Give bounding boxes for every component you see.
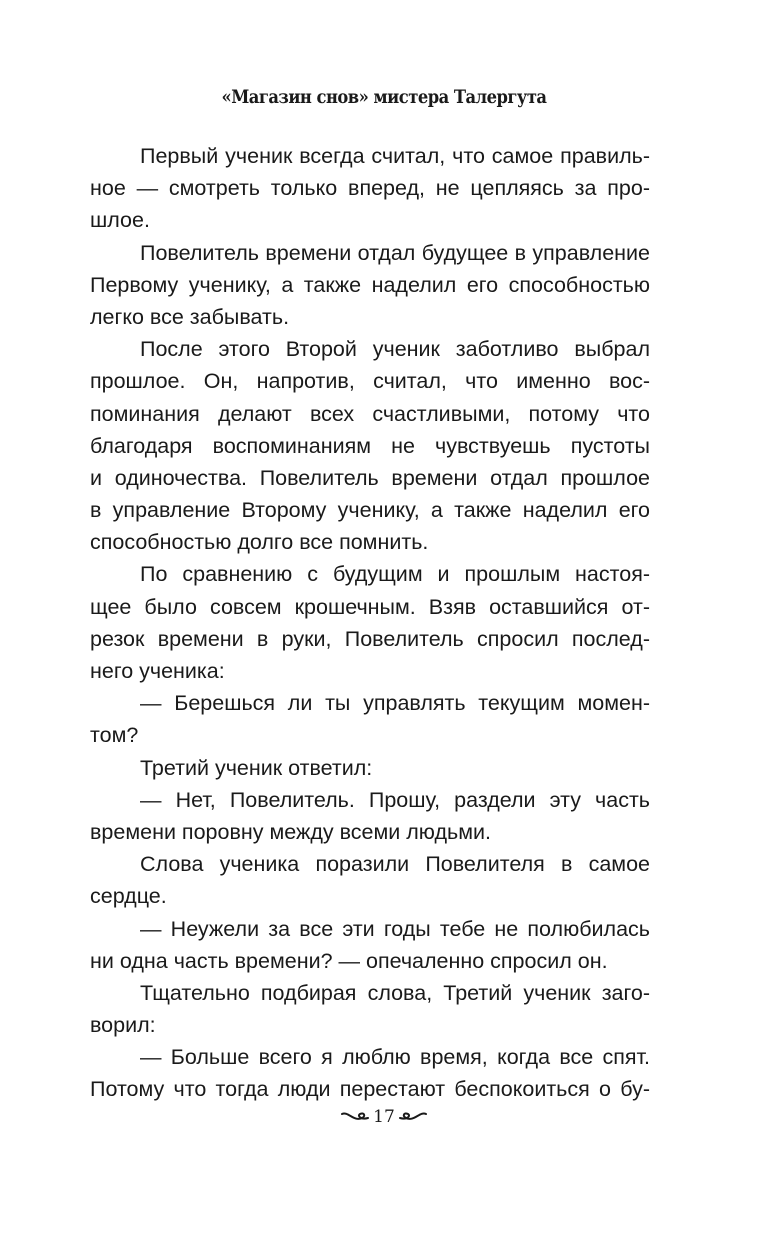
text-line: Повелитель времени отдал будущее в управление xyxy=(140,240,650,265)
folio xyxy=(0,1107,768,1127)
text-line: По сравнению с будущим и прошлым настоя- xyxy=(140,562,650,587)
text-line: резок времени в руки, Повелитель спросил послед- xyxy=(90,626,650,651)
text-line: благодаря воспоминаниям не чувствуешь пустоты xyxy=(90,433,650,458)
text-line: Третий ученик ответил: xyxy=(140,755,373,780)
right-swash-ornament-icon xyxy=(398,1110,428,1124)
text-line: щее было совсем крошечным. Взяв оставшийся от- xyxy=(90,594,650,619)
page-number: 17 xyxy=(373,1107,395,1127)
text-line: ное — смотреть только вперед, не цепляясь за про- xyxy=(90,176,650,201)
text-line: Потому что тогда люди перестают беспокоиться о бу- xyxy=(90,1077,650,1102)
text-line: шлое. xyxy=(90,208,150,233)
text-line: поминания делают всех счастливыми, потому что xyxy=(90,401,650,426)
text-line: — Неужели за все эти годы тебе не полюбилась xyxy=(140,916,650,941)
text-line: — Больше всего я люблю время, когда все спят. xyxy=(140,1045,650,1070)
text-line: сердце. xyxy=(90,884,167,909)
running-head: «Магазин снов» мистера Талергута xyxy=(221,86,547,108)
text-line: в управление Второму ученику, а также наделил его xyxy=(90,498,650,523)
text-line: легко все забывать. xyxy=(90,304,290,329)
text-line: времени поровну между всеми людьми. xyxy=(90,819,491,844)
text-line: — Нет, Повелитель. Прошу, раздели эту часть xyxy=(140,787,650,812)
text-line: Первый ученик всегда считал, что самое правиль- xyxy=(140,144,650,168)
body-text xyxy=(90,140,650,1106)
text-line: Первому ученику, а также наделил его способностью xyxy=(90,272,650,297)
text-line: и одиночества. Повелитель времени отдал прошлое xyxy=(90,465,650,490)
text-line: — Берешься ли ты управлять текущим момен- xyxy=(140,691,650,716)
text-line: ни одна часть времени? — опечаленно спросил он. xyxy=(90,948,608,973)
text-line: Тщательно подбирая слова, Третий ученик заго- xyxy=(140,980,650,1005)
text-line: Слова ученика поразили Повелителя в самое xyxy=(140,852,650,877)
text-line: него ученика: xyxy=(90,659,225,683)
text-line: После этого Второй ученик заботливо выбрал xyxy=(140,337,650,362)
text-line: прошлое. Он, напротив, считал, что именно вос- xyxy=(90,369,650,394)
text-line: ворил: xyxy=(90,1013,156,1038)
text-line: том? xyxy=(90,723,139,748)
left-swash-ornament-icon xyxy=(340,1110,370,1124)
text-line: способностью долго все помнить. xyxy=(90,530,429,555)
